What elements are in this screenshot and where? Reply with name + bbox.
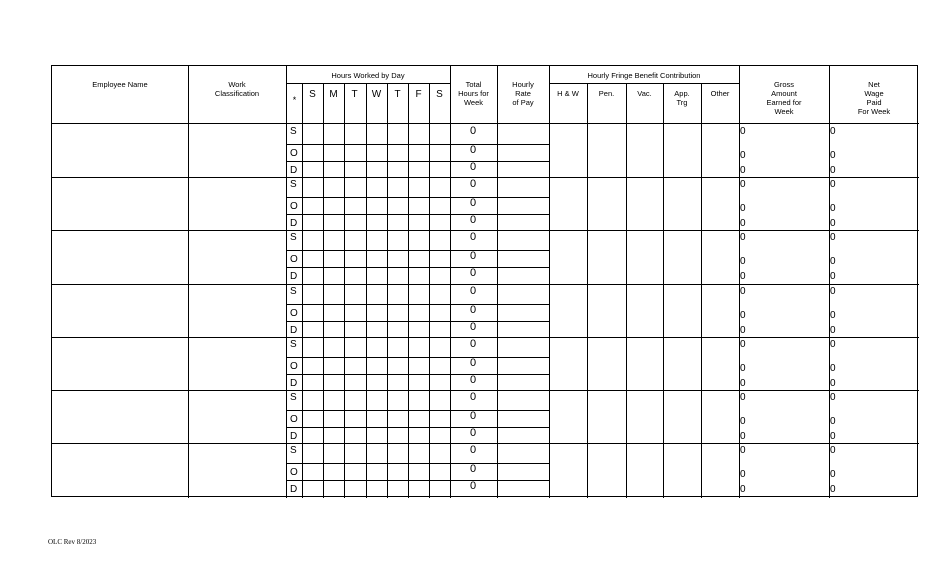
form-revision-footer: OLC Rev 8/2023: [48, 538, 97, 546]
row-type-o: O: [290, 308, 298, 319]
gross-amount-o: 0: [740, 469, 746, 480]
day-label-saturday: S: [436, 89, 443, 100]
total-hours-s: 0: [470, 125, 477, 137]
sub-row-divider: [286, 214, 549, 215]
row-type-o: O: [290, 148, 298, 159]
day-label-tuesday: T: [351, 89, 358, 100]
row-type-s: S: [290, 232, 297, 243]
sub-row-divider: [286, 304, 549, 305]
day-label-friday: F: [415, 89, 422, 100]
row-type-d: D: [290, 325, 298, 336]
fringe-column-divider: [626, 83, 627, 498]
day-column-divider: [408, 83, 409, 498]
net-wage-d: 0: [830, 165, 836, 176]
header-fringe-hw: H & W: [557, 89, 579, 98]
employee-block-divider: [52, 390, 919, 391]
total-hours-d: 0: [470, 214, 477, 226]
row-type-d: D: [290, 484, 298, 495]
total-hours-d: 0: [470, 480, 477, 492]
header-fringe-divider: [549, 83, 739, 84]
gross-amount-d: 0: [740, 325, 746, 336]
row-type-o: O: [290, 254, 298, 265]
day-label-sunday: S: [309, 89, 316, 100]
header-gross-amount: Gross Amount Earned for Week: [766, 80, 802, 116]
gross-amount-s: 0: [740, 286, 746, 297]
header-net-wage: Net Wage Paid For Week: [857, 80, 891, 116]
row-type-d: D: [290, 271, 298, 282]
gross-amount-s: 0: [740, 232, 746, 243]
net-wage-d: 0: [830, 325, 836, 336]
header-employee-name: Employee Name: [92, 80, 148, 89]
row-type-o: O: [290, 361, 298, 372]
column-divider: [286, 66, 287, 498]
employee-block-divider: [52, 230, 919, 231]
header-fringe-vacation: Vac.: [637, 89, 652, 98]
total-hours-o: 0: [470, 144, 477, 156]
header-days-divider: [286, 83, 450, 84]
gross-amount-d: 0: [740, 271, 746, 282]
net-wage-o: 0: [830, 363, 836, 374]
row-type-s: S: [290, 286, 297, 297]
sub-row-divider: [286, 250, 549, 251]
total-hours-s: 0: [470, 231, 477, 243]
employee-block-divider: [52, 284, 919, 285]
gross-amount-o: 0: [740, 363, 746, 374]
gross-amount-o: 0: [740, 416, 746, 427]
day-column-divider: [323, 83, 324, 498]
total-hours-o: 0: [470, 463, 477, 475]
net-wage-d: 0: [830, 484, 836, 495]
row-type-s: S: [290, 339, 297, 350]
total-hours-s: 0: [470, 178, 477, 190]
header-fringe-apprentice-training: App. Trg: [674, 89, 690, 107]
total-hours-d: 0: [470, 161, 477, 173]
gross-amount-d: 0: [740, 431, 746, 442]
gross-amount-d: 0: [740, 484, 746, 495]
net-wage-o: 0: [830, 256, 836, 267]
gross-amount-o: 0: [740, 150, 746, 161]
sub-row-divider: [286, 410, 549, 411]
day-label-thursday: T: [394, 89, 401, 100]
row-type-o: O: [290, 201, 298, 212]
sub-row-divider: [286, 357, 549, 358]
net-wage-o: 0: [830, 310, 836, 321]
sub-row-divider: [286, 267, 549, 268]
fringe-column-divider: [701, 83, 702, 498]
gross-amount-s: 0: [740, 179, 746, 190]
header-work-classification: Work Classification: [214, 80, 260, 98]
net-wage-d: 0: [830, 378, 836, 389]
total-hours-d: 0: [470, 321, 477, 333]
gross-amount-d: 0: [740, 378, 746, 389]
column-divider: [450, 66, 451, 498]
day-column-divider: [429, 83, 430, 498]
day-label-wednesday: W: [371, 89, 382, 100]
gross-amount-s: 0: [740, 126, 746, 137]
header-hourly-rate: Hourly Rate of Pay: [512, 80, 534, 107]
net-wage-s: 0: [830, 179, 836, 190]
day-column-divider: [302, 83, 303, 498]
header-total-hours: Total Hours for Week: [458, 80, 489, 107]
row-type-d: D: [290, 431, 298, 442]
gross-amount-d: 0: [740, 218, 746, 229]
net-wage-d: 0: [830, 218, 836, 229]
header-fringe-pension: Pen.: [598, 89, 615, 98]
day-label-monday: M: [329, 89, 338, 100]
net-wage-s: 0: [830, 392, 836, 403]
gross-amount-o: 0: [740, 203, 746, 214]
sub-row-divider: [286, 197, 549, 198]
total-hours-s: 0: [470, 391, 477, 403]
sub-row-divider: [286, 321, 549, 322]
net-wage-s: 0: [830, 126, 836, 137]
total-hours-o: 0: [470, 410, 477, 422]
net-wage-o: 0: [830, 150, 836, 161]
day-column-divider: [344, 83, 345, 498]
net-wage-o: 0: [830, 469, 836, 480]
row-type-s: S: [290, 126, 297, 137]
header-bottom-rule: [52, 123, 919, 124]
column-divider: [497, 66, 498, 498]
gross-amount-o: 0: [740, 310, 746, 321]
row-type-d: D: [290, 218, 298, 229]
sub-row-divider: [286, 161, 549, 162]
row-type-d: D: [290, 378, 298, 389]
row-type-d: D: [290, 165, 298, 176]
total-hours-o: 0: [470, 357, 477, 369]
net-wage-o: 0: [830, 416, 836, 427]
total-hours-s: 0: [470, 285, 477, 297]
sub-row-divider: [286, 463, 549, 464]
header-fringe-benefits: Hourly Fringe Benefit Contribution: [587, 71, 701, 80]
net-wage-s: 0: [830, 232, 836, 243]
net-wage-d: 0: [830, 431, 836, 442]
net-wage-s: 0: [830, 445, 836, 456]
total-hours-s: 0: [470, 444, 477, 456]
total-hours-s: 0: [470, 338, 477, 350]
column-divider: [549, 66, 550, 498]
employee-block-divider: [52, 443, 919, 444]
total-hours-d: 0: [470, 267, 477, 279]
header-fringe-other: Other: [710, 89, 730, 98]
header-type-marker: *: [292, 95, 297, 105]
header-hours-worked-by-day: Hours Worked by Day: [331, 71, 405, 80]
day-column-divider: [366, 83, 367, 498]
total-hours-o: 0: [470, 197, 477, 209]
employee-block-divider: [52, 177, 919, 178]
row-type-o: O: [290, 414, 298, 425]
fringe-column-divider: [587, 83, 588, 498]
total-hours-d: 0: [470, 374, 477, 386]
net-wage-s: 0: [830, 286, 836, 297]
day-column-divider: [387, 83, 388, 498]
column-divider: [188, 66, 189, 498]
sub-row-divider: [286, 144, 549, 145]
gross-amount-s: 0: [740, 339, 746, 350]
row-type-s: S: [290, 179, 297, 190]
gross-amount-o: 0: [740, 256, 746, 267]
row-type-o: O: [290, 467, 298, 478]
sub-row-divider: [286, 427, 549, 428]
sub-row-divider: [286, 374, 549, 375]
payroll-table: [51, 65, 918, 497]
fringe-column-divider: [663, 83, 664, 498]
row-type-s: S: [290, 445, 297, 456]
gross-amount-s: 0: [740, 392, 746, 403]
sub-row-divider: [286, 480, 549, 481]
total-hours-o: 0: [470, 304, 477, 316]
employee-block-divider: [52, 337, 919, 338]
net-wage-d: 0: [830, 271, 836, 282]
total-hours-o: 0: [470, 250, 477, 262]
net-wage-o: 0: [830, 203, 836, 214]
net-wage-s: 0: [830, 339, 836, 350]
gross-amount-d: 0: [740, 165, 746, 176]
row-type-s: S: [290, 392, 297, 403]
gross-amount-s: 0: [740, 445, 746, 456]
total-hours-d: 0: [470, 427, 477, 439]
